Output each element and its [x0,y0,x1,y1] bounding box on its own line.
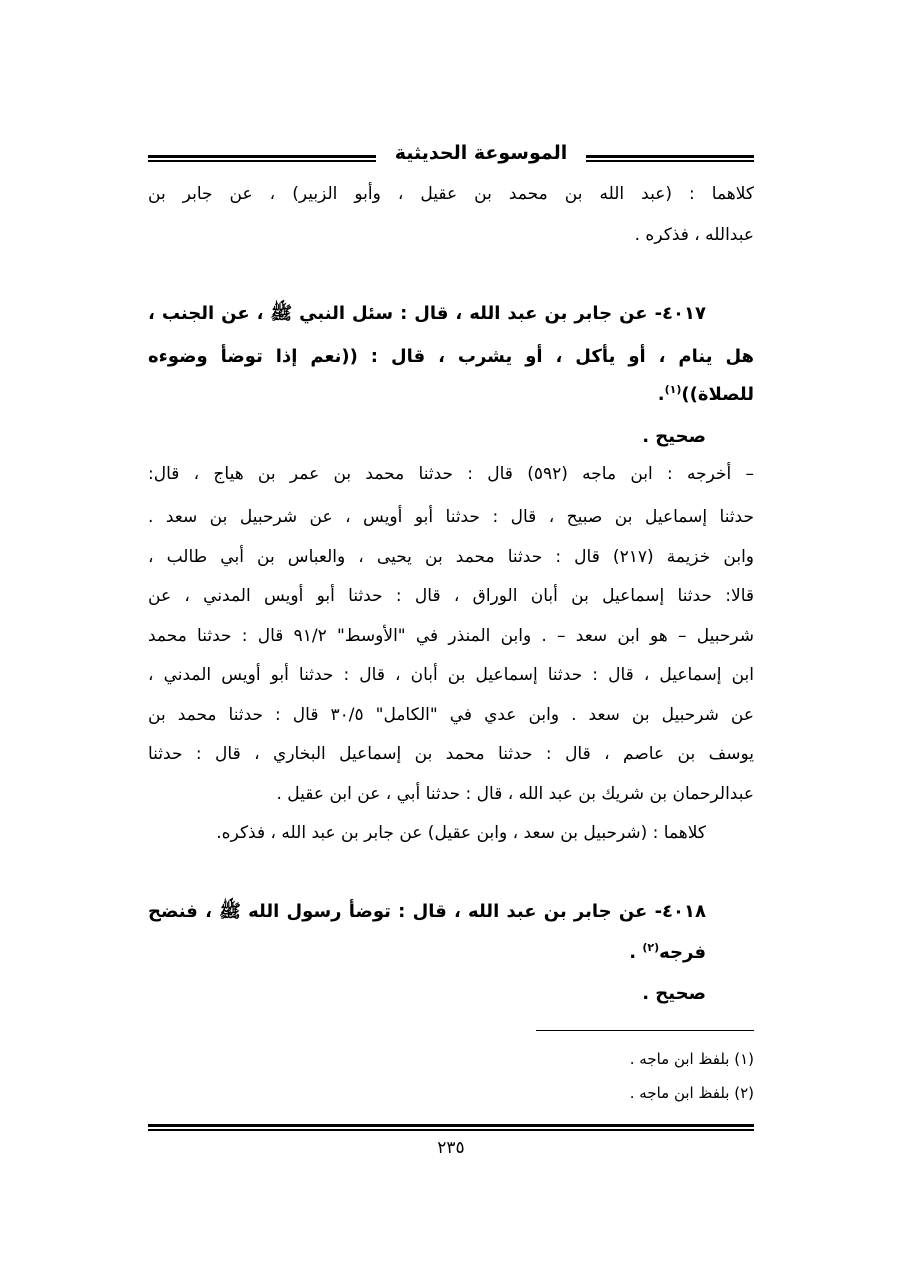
takhrij-line: قالا: حدثنا إسماعيل بن أبان الوراق ، قال : حدثنا أبو أويس المدني ، عن [148,586,754,606]
footnote: (٢) بلفظ ابن ماجه . [629,1084,754,1102]
takhrij-line: – أخرجه : ابن ماجه (٥٩٢) قال : حدثنا محمد بن عمر بن هياج ، قال: [148,464,754,484]
takhrij-line: عبدالرحمان بن شريك بن عبد الله ، قال : حدثنا أبي ، عن ابن عقيل . [276,784,754,804]
page-header [148,140,754,178]
hadith-4017-end: . [657,384,665,405]
footnote-separator [536,1030,754,1031]
hadith-4017-line: هل ينام ، أو يأكل ، أو يشرب ، قال : ((نعم إذا توضأ وضوءه [148,346,754,367]
takhrij-line: وابن خزيمة (٢١٧) قال : حدثنا محمد بن يحيى ، والعباس بن أبي طالب ، [148,547,755,567]
hadith-4018-line: ٤٠١٨- عن جابر بن عبد الله ، قال : توضأ رسول الله ﷺ ، فنضح [148,901,706,922]
hadith-4017-grade: صحيح . [642,426,706,447]
page-number: ٢٣٥ [437,1138,465,1158]
bottom-rule [148,1124,754,1131]
hadith-4018-text: فرجه [659,942,706,963]
hadith-4018-line [148,942,706,962]
takhrij-line: عن شرحبيل بن سعد . وابن عدي في "الكامل" ٣٠/٥ قال : حدثنا محمد بن [148,705,754,725]
hadith-4017-text: للصلاة)) [681,384,754,405]
header-rule-left [148,155,376,162]
takhrij-line: يوسف بن عاصم ، قال : حدثنا محمد بن إسماعيل البخاري ، قال : حدثنا [148,744,754,764]
footnote-ref-2: (٢) [642,941,660,954]
text-line: عبدالله ، فذكره . [634,225,754,245]
hadith-4018-grade: صحيح . [642,983,706,1004]
header-title: الموسوعة الحديثية [394,142,568,164]
footnote: (١) بلفظ ابن ماجه . [629,1050,754,1068]
takhrij-line: حدثنا إسماعيل بن صبيح ، قال : حدثنا أبو أويس ، عن شرحبيل بن سعد . [148,507,754,527]
takhrij-line: ابن إسماعيل ، قال : حدثنا إسماعيل بن أبان ، قال : حدثنا أبو أويس المدني ، [148,665,754,685]
takhrij-line: كلاهما : (شرحبيل بن سعد ، وابن عقيل) عن جابر بن عبد الله ، فذكره. [216,823,706,843]
hadith-4017-line: ٤٠١٧- عن جابر بن عبد الله ، قال : سئل النبي ﷺ ، عن الجنب ، [148,303,706,324]
footnote-ref-1: (١) [664,383,682,396]
text-line: كلاهما : (عبد الله بن محمد بن عقيل ، وأبو الزبير) ، عن جابر بن [148,184,754,204]
hadith-4017-line [148,384,754,404]
takhrij-line: شرحبيل – هو ابن سعد – . وابن المنذر في "الأوسط" ٩١/٢ قال : حدثنا محمد [148,626,754,646]
book-page [148,140,754,1160]
hadith-4018-end: . [629,942,643,963]
header-rule-right [586,155,754,162]
